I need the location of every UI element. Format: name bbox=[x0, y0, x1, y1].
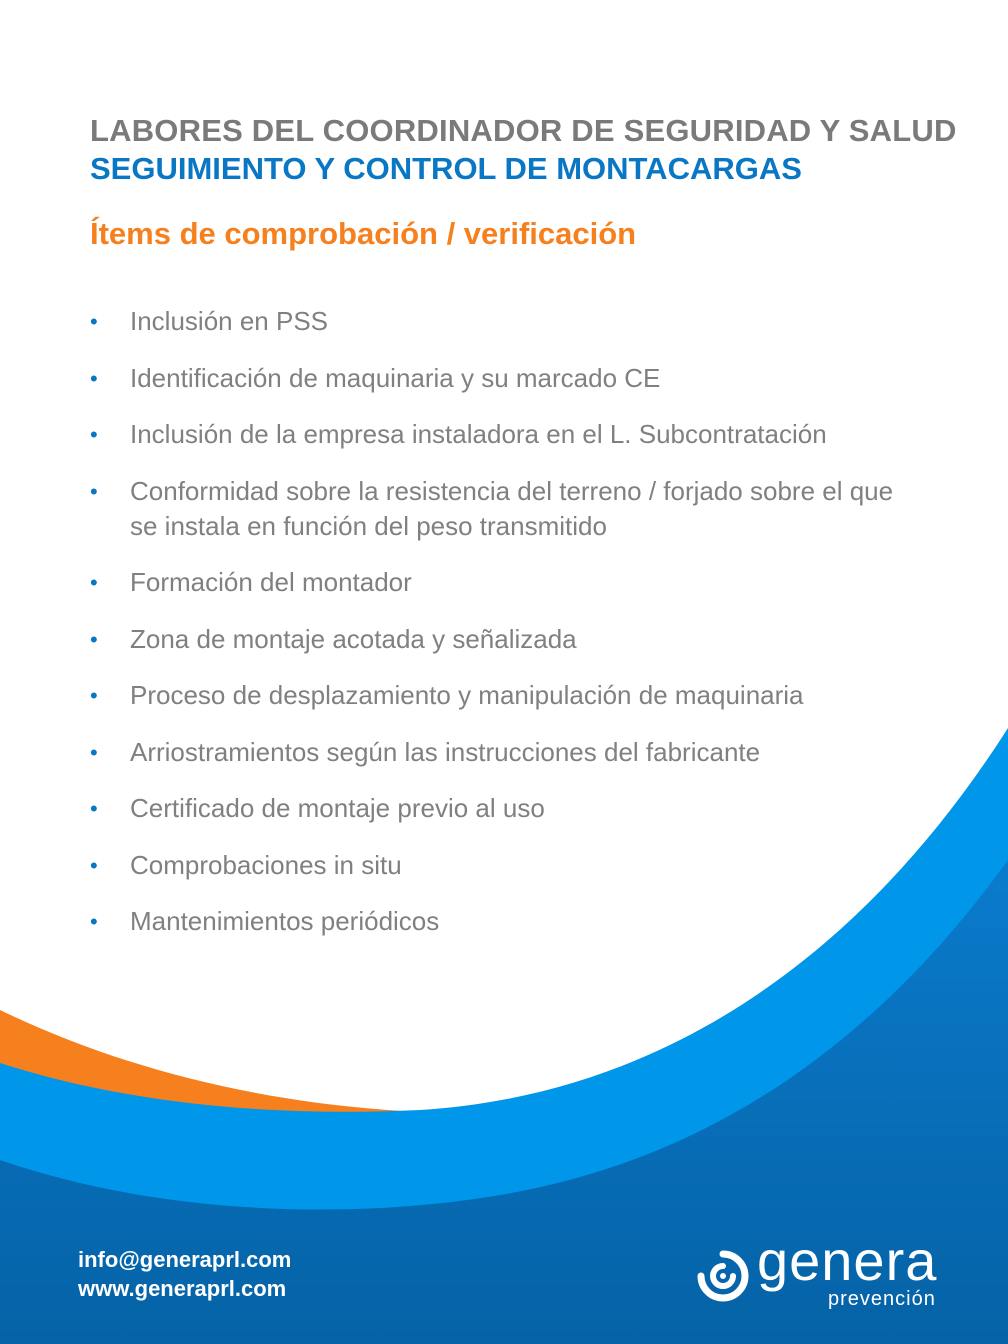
list-item: • Zona de montaje acotada y señalizada bbox=[90, 622, 910, 657]
list-item: • Identificación de maquinaria y su marcado CE bbox=[90, 361, 910, 396]
list-item: • Inclusión en PSS bbox=[90, 304, 910, 339]
title-line2: SEGUIMIENTO Y CONTROL DE MONTACARGAS bbox=[90, 151, 802, 186]
list-item: • Certificado de montaje previo al uso bbox=[90, 791, 910, 826]
bullet-icon: • bbox=[90, 796, 98, 821]
logo-spiral-icon bbox=[695, 1248, 751, 1304]
list-item: • Conformidad sobre la resistencia del terreno / forjado sobre el que se instala en función del peso transmitido bbox=[90, 475, 894, 541]
list-item: • Proceso de desplazamiento y manipulación de maquinaria bbox=[90, 678, 910, 713]
bullet-icon: • bbox=[90, 909, 98, 934]
section-subtitle: Ítems de comprobación / verificación bbox=[90, 216, 637, 251]
bullet-icon: • bbox=[90, 626, 98, 652]
bullet-icon: • bbox=[90, 852, 98, 878]
list-item: • Inclusión de la empresa instaladora en el L. Subcontratación bbox=[90, 417, 910, 452]
contact-info bbox=[78, 1245, 291, 1303]
bullet-icon: • bbox=[90, 365, 98, 391]
bullet-icon: • bbox=[90, 478, 98, 504]
bullet-icon: • bbox=[90, 683, 98, 708]
bullet-icon: • bbox=[90, 739, 98, 765]
logo-word: genera bbox=[757, 1229, 938, 1292]
bullet-icon: • bbox=[90, 309, 98, 334]
list-item: • Arriostramientos según las instrucciones del fabricante bbox=[90, 735, 910, 770]
logo-subtitle: prevención bbox=[828, 1288, 936, 1310]
email-link[interactable]: info@generaprl.com bbox=[78, 1247, 292, 1272]
list-item: • Mantenimientos periódicos bbox=[90, 904, 910, 939]
checklist bbox=[90, 304, 910, 961]
bullet-icon: • bbox=[90, 570, 98, 595]
list-item: • Formación del montador bbox=[90, 565, 910, 600]
genera-logo bbox=[695, 1229, 955, 1315]
list-item: • Comprobaciones in situ bbox=[90, 848, 910, 883]
website-link[interactable]: www.generaprl.com bbox=[78, 1276, 287, 1301]
bullet-icon: • bbox=[90, 422, 98, 447]
title-line1: LABORES DEL COORDINADOR DE SEGURIDAD Y SALUD bbox=[90, 113, 957, 148]
